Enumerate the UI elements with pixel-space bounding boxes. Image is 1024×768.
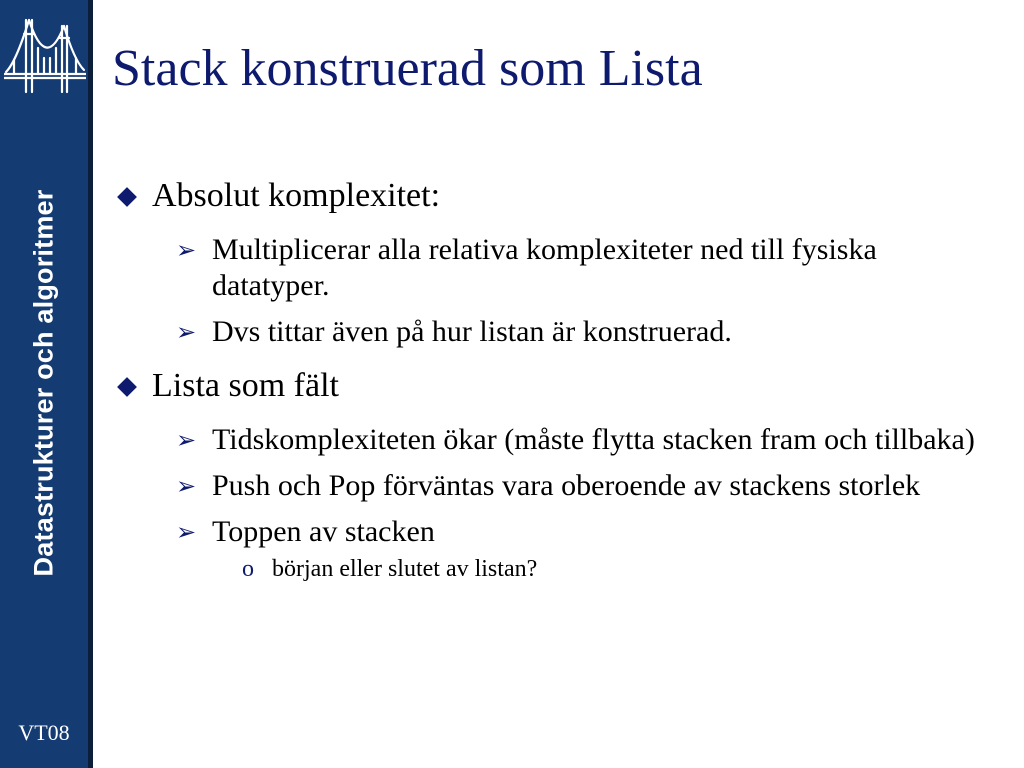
bullet-absolute-complexity [112, 176, 992, 216]
sub-bullet [176, 514, 992, 550]
sidebar-edge [88, 0, 93, 768]
slide-content [112, 170, 992, 584]
sub-sub-bullet-text: början eller slutet av listan? [272, 556, 538, 582]
sub-bullet [176, 468, 992, 504]
bridge-logo-icon [4, 12, 86, 107]
sub-bullet-text: Multiplicerar alla relativa komplexiteter ned till fysiska datatyper. [212, 233, 877, 302]
sub-bullet [176, 314, 992, 350]
sub-bullet [176, 422, 992, 458]
arrow-bullet-icon: ➢ [176, 472, 197, 500]
diamond-bullet-icon [117, 187, 137, 207]
sub-bullet-text: Tidskomplexiteten ökar (måste flytta stacken fram och tillbaka) [212, 423, 975, 456]
circle-bullet-icon: o [242, 556, 254, 582]
arrow-bullet-icon: ➢ [176, 518, 197, 546]
bullet-list-as-array [112, 366, 992, 406]
arrow-bullet-icon: ➢ [176, 426, 197, 454]
slide-title: Stack konstruerad som Lista [112, 40, 703, 97]
term-label: VT08 [18, 720, 70, 745]
diamond-bullet-icon [117, 377, 137, 397]
arrow-bullet-icon: ➢ [176, 318, 197, 346]
sub-bullet [176, 232, 992, 304]
bullet-text: Lista som fält [152, 367, 339, 404]
course-title-vertical: Datastrukturer och algoritmer [28, 189, 59, 577]
bullet-text: Absolut komplexitet: [152, 177, 441, 214]
sidebar [0, 0, 88, 768]
sub-bullet-text: Push och Pop förväntas vara oberoende av stackens storlek [212, 469, 921, 502]
arrow-bullet-icon: ➢ [176, 236, 197, 264]
sub-bullet-text: Dvs tittar även på hur listan är konstruerad. [212, 315, 732, 348]
sub-bullet-text: Toppen av stacken [212, 515, 435, 548]
sub-sub-bullet [236, 554, 992, 584]
